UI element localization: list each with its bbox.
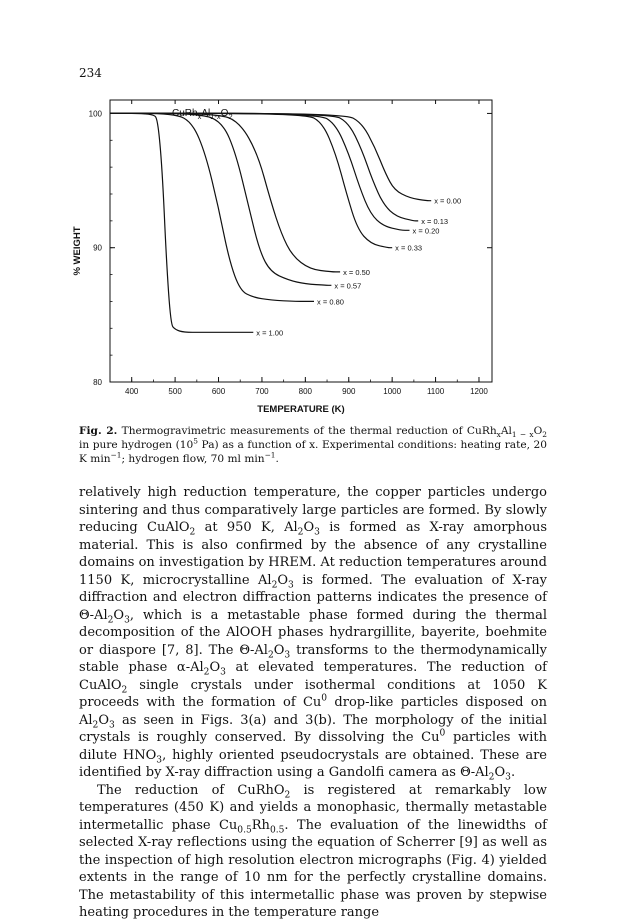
series-line bbox=[110, 113, 410, 230]
x-tick-label: 800 bbox=[298, 387, 313, 396]
caption-text: O bbox=[533, 425, 543, 437]
chart-title-sub: 1-x bbox=[210, 112, 221, 121]
caption-sup: 5 bbox=[193, 436, 199, 446]
figure-caption bbox=[79, 424, 547, 466]
x-tick-label: 600 bbox=[211, 387, 226, 396]
chart-title-sub: 2 bbox=[228, 112, 233, 121]
caption-text: ; hydrogen flow, 70 ml min bbox=[121, 453, 265, 465]
series-label: x = 1.00 bbox=[256, 328, 284, 338]
x-tick-label: 1200 bbox=[470, 387, 488, 396]
x-tick-label: 1000 bbox=[383, 387, 402, 396]
paragraph-1: relatively high reduction temperature, the copper particles undergo sintering and thus comparatively large particles are formed. By slowly reducing CuAlO$_2$ at 950 K, $Al_2O_3$ is formed as X-ray amorphous material. This is also confirmed by the absence of any crystalline domains on investigation by HREM. At reduction temperatures around 1150 K, microcrystalline $Al_2O_3$ is formed. The evaluation of X-ray diffraction and electron diffraction patterns indicates the presence of $\Theta-Al_2O_3$, which is a metastable phase formed during the thermal decomposition of the AlOOH phases hydrargillite, bayerite, boehmite or diaspore [7, 8]. The $\Theta-Al_2O_3$ transforms to the thermodynamically stable phase $\alpha-Al_2O_3$ at elevated temperatures. The reduction of CuAlO$_2$ single crystals under isothermal conditions at 1050 K proceeds with the formation of Cu$^0$ drop-like particles disposed on $Al_2O_3$ as seen in Figs. 3(a) and 3(b). The morphology of the initial crystals is roughly conserved. By dissolving the Cu$^0$ particles with dilute $HNO_3$, highly oriented pseudocrystals are obtained. These are identified by X-ray diffraction using a Gandolfi camera as $\Theta-Al_2O_3$. bbox=[79, 485, 548, 783]
series-line bbox=[110, 113, 392, 247]
paragraph-2: The reduction of CuRhO$_2$ is registered at remarkably low temperatures (450 K) and yields a monophasic, thermally metastable intermetallic phase $Cu_{0.5}Rh_{0.5}$. The evaluation of the linewidths of selected X-ray reflections using the equation of Scherrer [9] as well as the inspection of high resolution electron micrographs (Fig. 4) yielded extents in the range of 10 nm for the perfectly crystalline domains. The metastability of this intermetallic phase was proven by stepwise heating procedures in the temperature range bbox=[79, 782, 548, 920]
caption-fig-label: Fig. 2. bbox=[79, 425, 118, 437]
x-tick-label: 900 bbox=[342, 387, 356, 396]
chart-title-part: CuRh bbox=[172, 108, 198, 119]
plot-frame bbox=[110, 100, 492, 382]
caption-sub: 2 bbox=[542, 430, 548, 440]
series-line bbox=[110, 113, 340, 272]
series-label: x = 0.80 bbox=[317, 297, 344, 307]
caption-sup: −1 bbox=[110, 450, 122, 460]
series-line bbox=[110, 113, 418, 220]
chart-title-part: Al bbox=[201, 108, 211, 119]
caption-text: Pa) as a function of x. Experimental conditions: heating rate, 20 K min bbox=[79, 439, 547, 465]
chart-title-sub: x bbox=[197, 112, 202, 121]
caption-sup: −1 bbox=[264, 450, 276, 460]
series-line bbox=[110, 113, 253, 332]
series-label: x = 0.20 bbox=[412, 226, 440, 236]
series-label: x = 0.50 bbox=[343, 267, 370, 277]
y-tick-label: 100 bbox=[88, 109, 102, 119]
x-axis-label: TEMPERATURE (K) bbox=[257, 404, 345, 415]
chart-title-part: O bbox=[220, 108, 229, 119]
series-label: x = 0.33 bbox=[395, 243, 423, 253]
body-text bbox=[79, 484, 547, 922]
y-tick-label: 90 bbox=[93, 243, 102, 253]
series-label: x = 0.00 bbox=[434, 196, 462, 206]
caption-text: Al bbox=[500, 425, 512, 437]
caption-text: Thermogravimetric measurements of the thermal reduction of CuRh bbox=[117, 425, 497, 437]
y-axis-label: % WEIGHT bbox=[72, 226, 83, 276]
x-tick-label: 1100 bbox=[426, 387, 445, 396]
x-tick-label: 500 bbox=[168, 387, 182, 396]
caption-sub: x bbox=[496, 430, 501, 440]
series-label: x = 0.57 bbox=[334, 281, 362, 291]
page-number: 234 bbox=[79, 66, 102, 80]
series-line bbox=[110, 113, 314, 301]
caption-text: in pure hydrogen (10 bbox=[79, 439, 194, 451]
series-label: x = 0.13 bbox=[421, 216, 449, 226]
y-tick-label: 80 bbox=[93, 378, 102, 387]
tg-chart bbox=[60, 92, 520, 422]
caption-text: . bbox=[275, 453, 279, 465]
x-tick-label: 700 bbox=[255, 387, 269, 396]
caption-sub: 1 − x bbox=[511, 430, 534, 440]
thermogravimetric-figure bbox=[60, 92, 520, 422]
x-tick-label: 400 bbox=[125, 387, 139, 396]
